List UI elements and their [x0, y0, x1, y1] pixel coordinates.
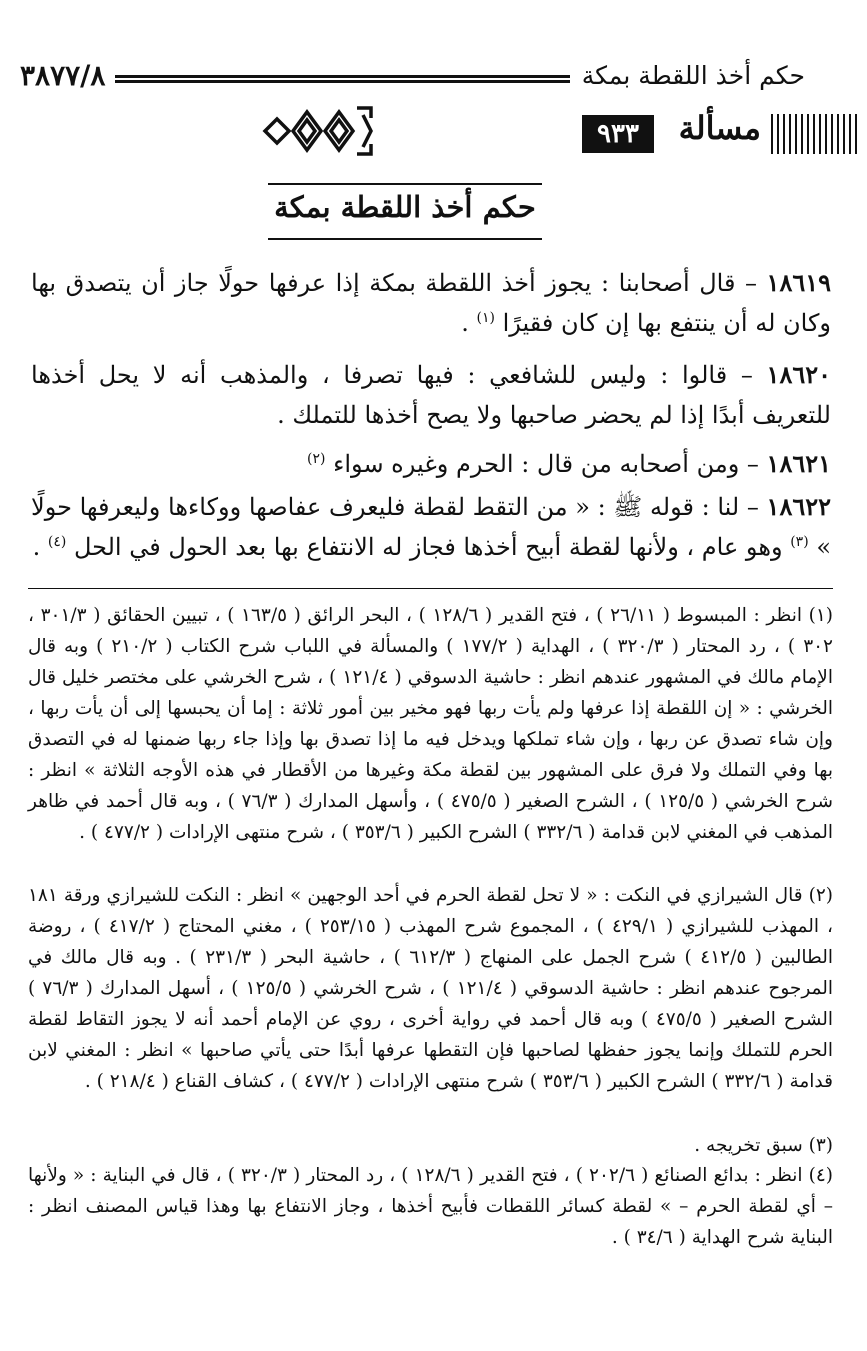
striped-bars-ornament: [771, 114, 859, 154]
paragraph-18619: [31, 263, 831, 343]
page-reference: ٣٨٧٧/٨: [20, 58, 106, 92]
footnote-divider: [28, 588, 833, 589]
paragraph-tail: .: [32, 533, 48, 561]
section-title: حكم أخذ اللقطة بمكة: [274, 190, 536, 224]
issue-label: مسألة: [678, 109, 761, 147]
paragraph-18620: [31, 355, 831, 435]
paragraph-number: ١٨٦٢٠: [766, 360, 831, 389]
paragraph-text-continued: وهو عام ، ولأنها لقطة أبيح أخذها فجاز له الانتفاع بها بعد الحول في الحل: [73, 533, 791, 561]
footnote-ref: (١): [476, 310, 495, 326]
issue-number: ٩٣٣: [582, 115, 654, 153]
footnote-4: (٤) انظر : بدائع الصنائع ( ٢٠٢/٦ ) ، فتح القدير ( ١٢٨/٦ ) ، رد المحتار ( ٣٢٠/٣ ) ، قال في البناية : « ولأنها – أي لقطة الحرم – » لقطة كسائر اللقطات فأبيح أخذها ، وجاز الانتفاع بها وهذا قياس المصنف انظر : البناية شرح الهداية ( ٣٤/٦ ) .: [28, 1165, 834, 1248]
geometric-ornament-icon: [259, 100, 377, 162]
paragraph-tail: .: [461, 309, 477, 337]
footnote-ref: (٣): [790, 534, 809, 550]
footnote-ref: (٢): [306, 451, 326, 467]
running-header: [20, 50, 805, 100]
paragraph-18622: [31, 487, 831, 567]
running-title: حكم أخذ اللقطة بمكة: [581, 60, 805, 90]
title-bottom-rule: [268, 238, 542, 240]
paragraph-text: – قالوا : وليس للشافعي : فيها تصرفا ، والمذهب أنه لا يحل أخذها للتعريف أبدًا إذا لم يحضر صاحبها ولا يصح أخذها للتملك .: [31, 361, 831, 429]
paragraph-text: – قال أصحابنا : يجوز أخذ اللقطة بمكة إذا عرفها حولًا جاز أن يتصدق بها وكان له أن ينتفع بها إن كان فقيرًا: [31, 269, 831, 337]
title-top-rule: [268, 183, 542, 185]
footnote-2: (٢) قال الشيرازي في النكت : « لا تحل لقطة الحرم في أحد الوجهين » انظر : النكت للشيرازي ورقة ١٨١ ، المهذب للشيرازي ( ٤٢٩/١ ) ، المجموع شرح المهذب ( ٢٥٣/١٥ ) ، مغني المحتاج ( ٤١٧/٢ ) ، روضة الطالبين ( ٤١٢/٥ ) شرح الجمل على المنهاج ( ٦١٢/٣ ) ، حاشية البحر ( ٢٣١/٣ ) . وبه قال مالك في المرجوح عندهم انظر : حاشية الدسوقي ( ١٢١/٤ ) ، شرح الخرشي ( ١٢٥/٥ ) ، أسهل المدارك ( ٧٦/٣ ) الشرح الصغير ( ٤٧٥/٥ ) وبه قال أحمد في رواية أخرى ، روي عن الإمام أحمد أنه لا يجوز التقاط لقطة الحرم للتملك وإنما يجوز حفظها لصاحبها فإن التقطها عرفها أبدًا حتى يأتي صاحبها » انظر : المغني لابن قدامة ( ٣٣٢/٦ ) الشرح الكبير ( ٣٥٣/٦ ) شرح منتهى الإرادات ( ٤٧٧/٢ ) ، كشاف القناع ( ٢١٨/٤ ) .: [28, 885, 834, 1092]
header-rule: [115, 75, 569, 83]
footnote-3: (٣) سبق تخريجه .: [694, 1135, 833, 1156]
issue-banner: [259, 100, 859, 162]
paragraph-number: ١٨٦٢٢: [766, 492, 831, 521]
paragraph-number: ١٨٦١٩: [766, 268, 831, 297]
paragraph-number: ١٨٦٢١: [766, 449, 831, 478]
paragraph-text: – لنا : قوله ﷺ : « من التقط لقطة فليعرف عفاصها ووكاءها وليعرفها حولًا »: [31, 493, 831, 561]
paragraph-18621: [31, 444, 831, 484]
paragraph-text: – ومن أصحابه من قال : الحرم وغيره سواء: [333, 450, 759, 478]
footnote-ref: (٤): [47, 534, 67, 550]
footnote-1: (١) انظر : المبسوط ( ٢٦/١١ ) ، فتح القدير ( ١٢٨/٦ ) ، البحر الرائق ( ١٦٣/٥ ) ، تبيين الحقائق ( ٣٠١/٣ ، ٣٠٢ ) ، رد المحتار ( ٣٢٠/٣ ) ، الهداية ( ١٧٧/٢ ) والمسألة في اللباب شرح الكتاب ( ٢١٠/٢ ) وبه قال الإمام مالك في المشهور عندهم انظر : حاشية الدسوقي ( ١٢١/٤ ) ، شرح الخرشي على مختصر خليل قال الخرشي : « إن اللقطة إذا عرفها ولم يأت ربها فهو مخير بين أمور ثلاثة : إما أن يحبسها إلى أن يأت ربها ، وإن شاء تصدق عن ربها ، وإن شاء تملكها ويدخل فيه ما إذا تصدق بها وإذا جاء ربها ضمنها له في التصدق بها وفي التملك ولا فرق على المشهور بين لقطة مكة وغيرها من الأقطار في هذه الأوجه الثلاثة » انظر : شرح الخرشي ( ١٢٥/٥ ) ، الشرح الصغير ( ٤٧٥/٥ ) ، وأسهل المدارك ( ٧٦/٣ ) ، وبه قال أحمد في ظاهر المذهب في المغني لابن قدامة ( ٣٣٢/٦ ) الشرح الكبير ( ٣٥٣/٦ ) ، شرح منتهى الإرادات ( ٤٧٧/٢ ) .: [28, 605, 834, 843]
